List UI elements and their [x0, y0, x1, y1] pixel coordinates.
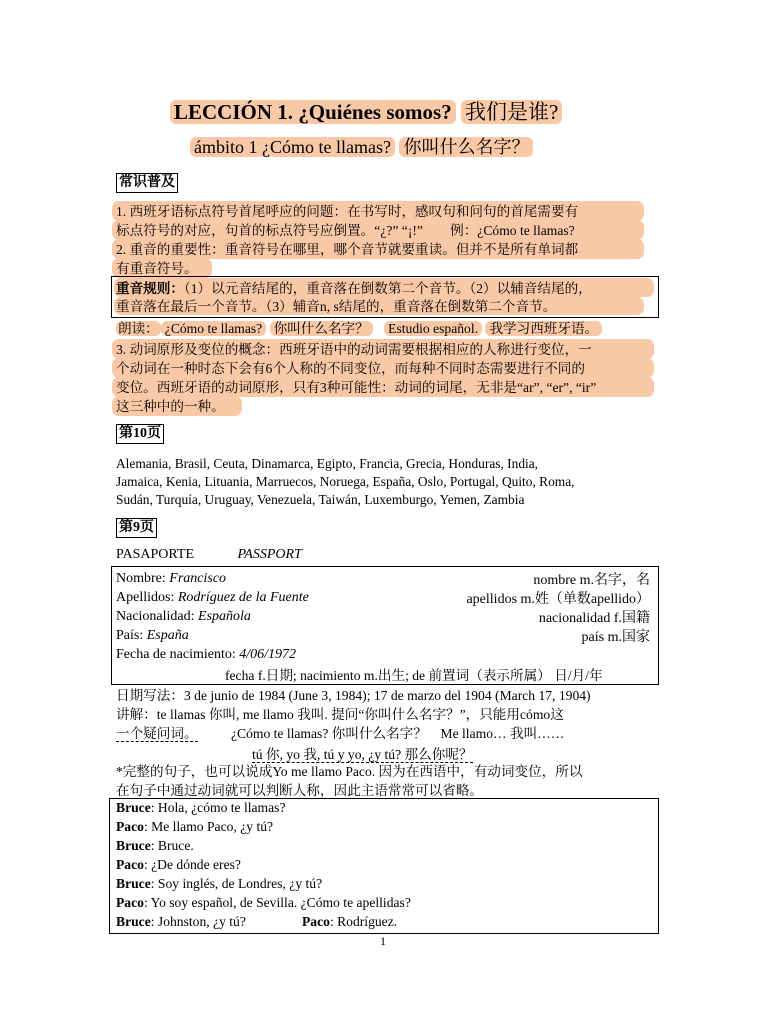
- subtitle-chinese: 你叫什么名字？: [399, 137, 533, 157]
- field-label: Nacionalidad:: [116, 609, 199, 624]
- passport-field: [116, 607, 251, 626]
- explain-line: 讲解：te llamas 你叫, me llamo 我叫. 提问“你叫什么名字？”，只能用cómo这: [116, 707, 564, 722]
- explain-question: ¿Cómo te llamas? 你叫什么名字？ Me llamo… 我叫……: [230, 726, 565, 741]
- section-label-p9: 第9页: [116, 518, 157, 538]
- read-label: 朗读：: [118, 321, 159, 336]
- passport-es: PASAPORTE: [116, 547, 195, 562]
- verb-line: 这三种中的一种。: [116, 399, 225, 414]
- utterance: : Bruce.: [150, 838, 194, 853]
- country-line: Sudán, Turquía, Uruguay, Venezuela, Taiwán, Luxemburgo, Yemen, Zambia: [116, 492, 525, 507]
- passport-field: [116, 569, 226, 588]
- speaker: Bruce: [116, 838, 151, 853]
- section-label-general: 常识普及: [116, 173, 178, 193]
- page-subtitle: [190, 133, 533, 159]
- general-line: 1. 西班牙语标点符号首尾呼应的问题：在书写时，感叹句和问句的首尾需要有: [116, 204, 579, 219]
- utterance: : Yo soy español, de Sevilla. ¿Cómo te apellidas?: [143, 895, 411, 910]
- page-number: 1: [380, 934, 386, 948]
- dialogue-line: [116, 857, 241, 873]
- full-sentence-line: *完整的句子，也可以说成Yo me llamo Paco. 因为在西语中，有动词变位，所以: [116, 764, 583, 779]
- field-value: España: [146, 628, 189, 643]
- utterance: : Johnston, ¿y tú?: [150, 914, 246, 929]
- field-value: 4/06/1972: [239, 647, 297, 662]
- read-item: 我学习西班牙语。: [485, 321, 602, 336]
- dialogue-line: [116, 876, 322, 892]
- page-title: [170, 96, 562, 126]
- field-gloss: nacionalidad f.国籍: [538, 611, 650, 626]
- dialogue-line: [116, 819, 273, 835]
- read-item: Estudio español.: [384, 321, 482, 336]
- field-label: Fecha de nacimiento:: [116, 647, 240, 662]
- title-spanish: LECCIÓN 1. ¿Quiénes somos?: [170, 100, 456, 124]
- explain-pronouns: [252, 743, 473, 763]
- stress-rule-line: [116, 279, 592, 298]
- dialogue-line: [116, 800, 286, 816]
- subtitle-spanish: ámbito 1 ¿Cómo te llamas?: [190, 137, 395, 157]
- field-value: Rodríguez de la Fuente: [177, 590, 309, 605]
- passport-en: PASSPORT: [237, 547, 302, 562]
- read-item: ¿Cómo te llamas?: [161, 321, 266, 336]
- field-label: Apellidos:: [116, 590, 178, 605]
- field-gloss: país m.国家: [581, 630, 650, 645]
- passport-field: [116, 645, 296, 664]
- field-value: Española: [198, 609, 251, 624]
- verb-line: 变位。西班牙语的动词原形，只有3种可能性：动词的词尾，无非是“ar”, “er”, “ir”: [116, 380, 597, 395]
- passport-field: [116, 588, 309, 607]
- speaker: Paco: [116, 895, 144, 910]
- read-line: [116, 319, 602, 338]
- explain-line: [116, 724, 564, 743]
- general-line: 有重音符号。: [116, 261, 198, 276]
- utterance: : Hola, ¿cómo te llamas?: [150, 800, 286, 815]
- section-label-p10: 第10页: [116, 424, 164, 444]
- general-line: 2. 重音的重要性：重音符号在哪里，哪个音节就要重读。但并不是所有单词都: [116, 242, 579, 257]
- stress-rule-line: 重音落在最后一个音节。（3）辅音n, s结尾的，重音落在倒数第二个音节。: [116, 299, 557, 314]
- dialogue-line: [116, 838, 194, 854]
- speaker: Bruce: [116, 914, 151, 929]
- stress-rule-label: 重音规则：: [116, 281, 184, 296]
- utterance: : Rodríguez.: [329, 914, 398, 929]
- speaker: Bruce: [116, 876, 151, 891]
- dialogue-line-last: [302, 914, 397, 930]
- title-chinese: 我们是谁?: [461, 100, 562, 124]
- dialogue-line: [116, 914, 246, 930]
- field-label: País:: [116, 628, 147, 643]
- pronoun-text: tú 你, yo 我, tú y yo, ¿y tú? 那么你呢？: [252, 747, 473, 762]
- field-gloss: apellidos m.姓（单数apellido）: [466, 592, 650, 607]
- stress-rule-text: （1）以元音结尾的，重音落在倒数第二个音节。（2）以辅音结尾的，: [183, 281, 592, 296]
- speaker: Bruce: [116, 800, 151, 815]
- passport-heading: [116, 547, 302, 563]
- speaker: Paco: [116, 819, 144, 834]
- full-sentence-line: 在句子中通过动词就可以判断人称，因此主语常常可以省略。: [116, 783, 484, 798]
- utterance: : Soy inglés, de Londres, ¿y tú?: [150, 876, 323, 891]
- passport-field: [116, 626, 189, 645]
- verb-line: 3. 动词原形及变位的概念：西班牙语中的动词需要根据相应的人称进行变位，一: [116, 342, 592, 357]
- fecha-note: fecha f.日期; nacimiento m.出生; de 前置词（表示所属） 日/月/年: [225, 668, 603, 683]
- country-line: Alemania, Brasil, Ceuta, Dinamarca, Egipto, Francia, Grecia, Honduras, India,: [116, 456, 539, 471]
- general-line: 标点符号的对应，句首的标点符号应倒置。“¿?” “¡!” 例：¿Cómo te llamas?: [116, 223, 575, 238]
- field-gloss: nombre m.名字，名: [533, 573, 650, 588]
- field-label: Nombre:: [116, 571, 170, 586]
- date-writing: 日期写法：3 de junio de 1984 (June 3, 1984); 17 de marzo del 1904 (March 17, 1904): [116, 688, 591, 703]
- verb-line: 个动词在一种时态下会有6个人称的不同变位，而每种不同时态需要进行不同的: [116, 361, 585, 376]
- country-line: Jamaica, Kenia, Lituania, Marruecos, Noruega, España, Oslo, Portugal, Quito, Roma,: [116, 474, 575, 489]
- speaker: Paco: [302, 914, 330, 929]
- speaker: Paco: [116, 857, 144, 872]
- read-item: 你叫什么名字？: [270, 321, 373, 336]
- utterance: : Me llamo Paco, ¿y tú?: [143, 819, 274, 834]
- utterance: : ¿De dónde eres?: [143, 857, 241, 872]
- field-value: Francisco: [169, 571, 227, 586]
- dialogue-line: [116, 895, 411, 911]
- explain-text: 一个疑问词。: [116, 726, 198, 741]
